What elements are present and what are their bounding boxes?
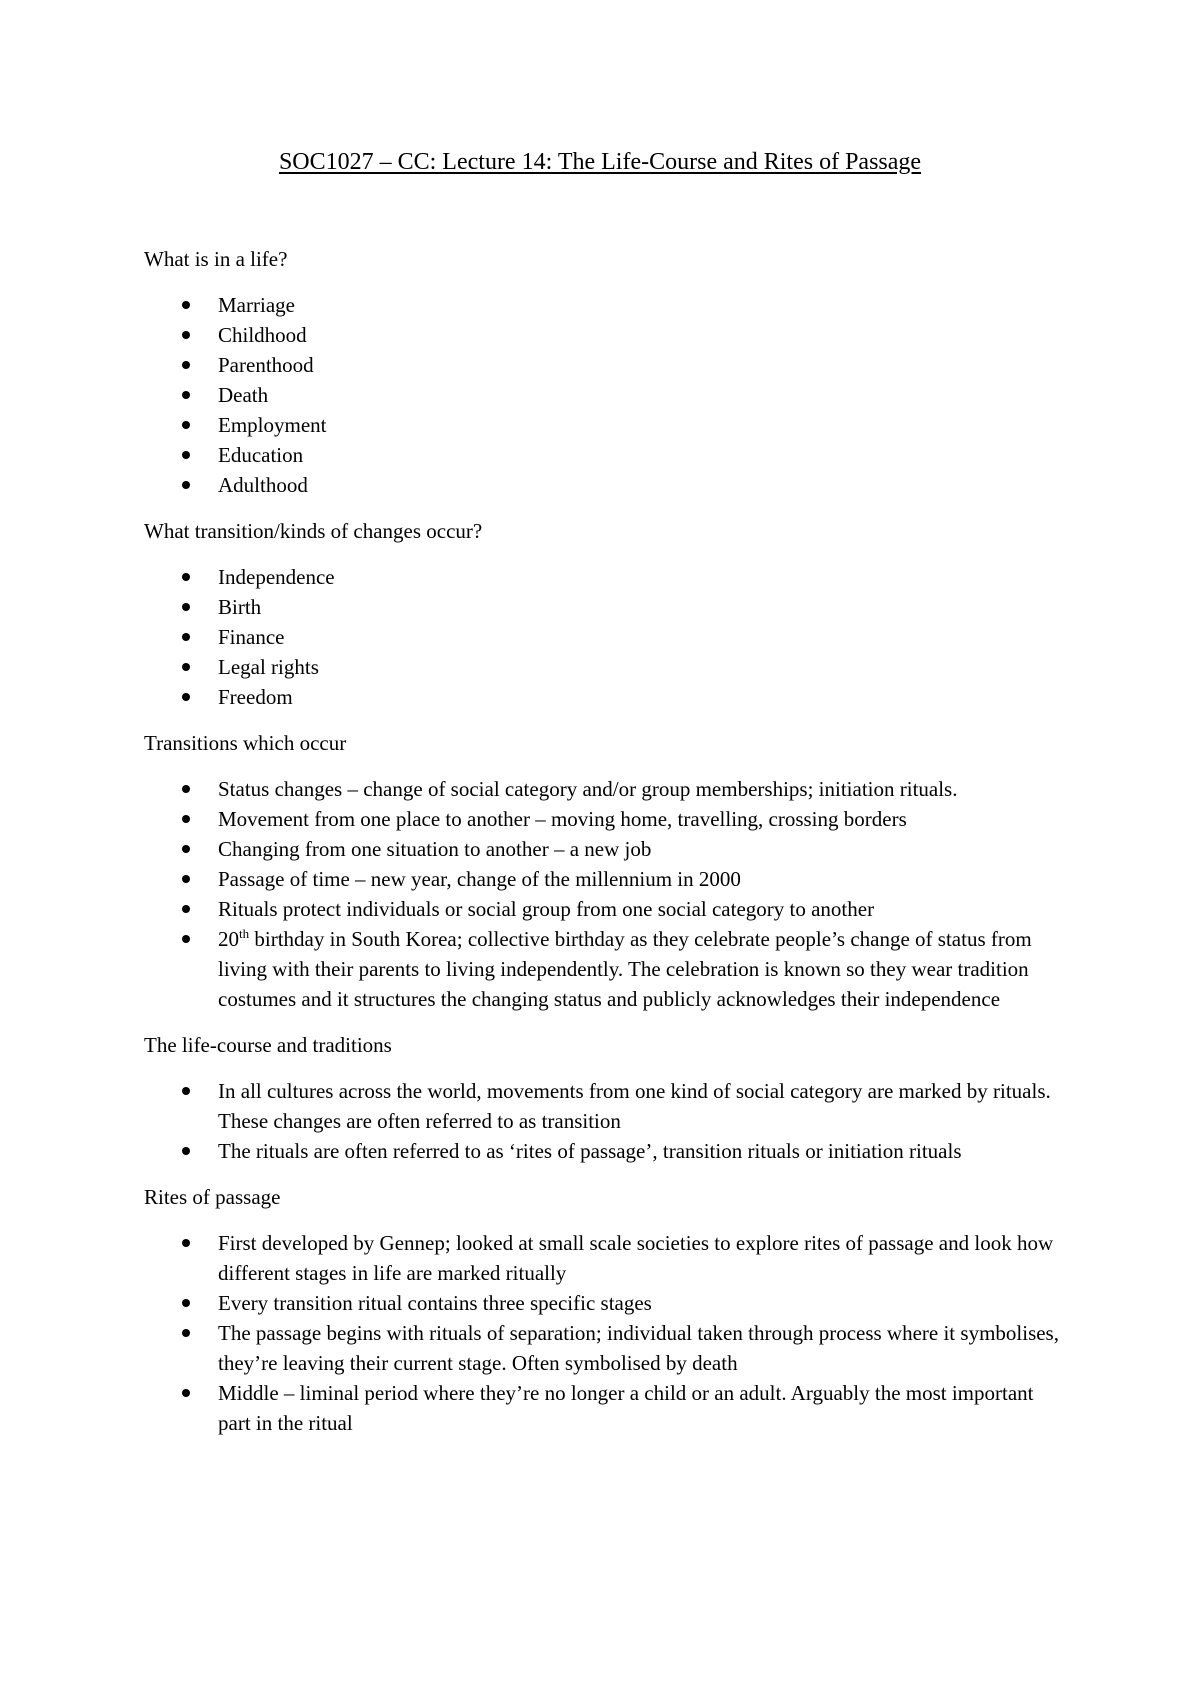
bullet-icon <box>182 935 190 943</box>
list-item-text: Legal rights <box>218 655 319 679</box>
section-transitions-which-occur <box>144 728 1064 1014</box>
section-rites-of-passage <box>144 1182 1064 1438</box>
list-item-text: The passage begins with rituals of separation; individual taken through process where it symbolises, they’re leaving their current stage. Often symbolised by death <box>218 1321 1059 1375</box>
list-item <box>144 320 1064 350</box>
list-item <box>144 652 1064 682</box>
list-item-text: Passage of time – new year, change of the millennium in 2000 <box>218 867 741 891</box>
ordinal-superscript: th <box>239 926 250 941</box>
bullet-icon <box>182 1087 190 1095</box>
bullet-icon <box>182 1329 190 1337</box>
list-item-text: Independence <box>218 565 335 589</box>
list-item-text: Birth <box>218 595 262 619</box>
section-kinds-of-changes <box>144 516 1064 712</box>
list-item-number: 20 <box>218 927 239 951</box>
list-item-text: Employment <box>218 413 327 437</box>
list-item-text: The rituals are often referred to as ‘rites of passage’, transition rituals or initiation rituals <box>218 1139 962 1163</box>
section-heading: What is in a life? <box>144 247 288 271</box>
list-item <box>144 470 1064 500</box>
list-item-text: Every transition ritual contains three specific stages <box>218 1291 652 1315</box>
list-item-text: birthday in South Korea; collective birthday as they celebrate people’s change of status from living with their parents to living independently. The celebration is known so they wear tradition costumes and it structures the changing status and publicly acknowledges their independence <box>218 927 1032 1011</box>
list-item <box>144 562 1064 592</box>
list-item <box>144 622 1064 652</box>
list-item <box>144 834 1064 864</box>
list-item <box>144 774 1064 804</box>
list-item-text: Finance <box>218 625 285 649</box>
bullet-icon <box>182 573 190 581</box>
list-item <box>144 894 1064 924</box>
list-item-text: Changing from one situation to another – a new job <box>218 837 652 861</box>
list-item <box>144 350 1064 380</box>
bullet-icon <box>182 1239 190 1247</box>
list-item-text: Middle – liminal period where they’re no longer a child or an adult. Arguably the most important part in the ritual <box>218 1381 1034 1435</box>
list-item-text: Marriage <box>218 293 295 317</box>
page-title: SOC1027 – CC: Lecture 14: The Life-Course and Rites of Passage <box>278 149 922 175</box>
list-item <box>144 410 1064 440</box>
bullet-icon <box>182 361 190 369</box>
list-item <box>144 924 1064 1014</box>
bullet-list <box>144 1228 1064 1438</box>
bullet-icon <box>182 331 190 339</box>
list-item-text: Freedom <box>218 685 293 709</box>
list-item <box>144 864 1064 894</box>
bullet-list <box>144 290 1064 500</box>
list-item <box>144 592 1064 622</box>
list-item-text: Death <box>218 383 269 407</box>
section-heading: Rites of passage <box>144 1185 281 1209</box>
bullet-icon <box>182 845 190 853</box>
bullet-icon <box>182 633 190 641</box>
list-item <box>144 1378 1064 1438</box>
section-what-is-in-a-life <box>144 244 1064 500</box>
bullet-icon <box>182 875 190 883</box>
bullet-icon <box>182 1147 190 1155</box>
bullet-icon <box>182 1299 190 1307</box>
section-heading: What transition/kinds of changes occur? <box>144 519 483 543</box>
list-item <box>144 804 1064 834</box>
bullet-icon <box>182 693 190 701</box>
list-item <box>144 1318 1064 1378</box>
bullet-icon <box>182 603 190 611</box>
section-life-course-and-traditions <box>144 1030 1064 1166</box>
list-item <box>144 380 1064 410</box>
bullet-icon <box>182 815 190 823</box>
list-item-text: Parenthood <box>218 353 314 377</box>
bullet-icon <box>182 663 190 671</box>
list-item <box>144 682 1064 712</box>
bullet-icon <box>182 905 190 913</box>
list-item-text: First developed by Gennep; looked at small scale societies to explore rites of passage and look how different stages in life are marked ritually <box>218 1231 1054 1285</box>
list-item <box>144 1228 1064 1288</box>
list-item-text: Childhood <box>218 323 307 347</box>
list-item-text: Status changes – change of social category and/or group memberships; initiation rituals. <box>218 777 958 801</box>
bullet-icon <box>182 451 190 459</box>
list-item <box>144 1136 1064 1166</box>
bullet-icon <box>182 421 190 429</box>
bullet-icon <box>182 301 190 309</box>
bullet-icon <box>182 481 190 489</box>
list-item-text: Education <box>218 443 304 467</box>
bullet-icon <box>182 785 190 793</box>
list-item <box>144 290 1064 320</box>
section-heading: Transitions which occur <box>144 731 347 755</box>
list-item-text: Rituals protect individuals or social group from one social category to another <box>218 897 875 921</box>
list-item <box>144 440 1064 470</box>
bullet-icon <box>182 391 190 399</box>
list-item <box>144 1076 1064 1136</box>
bullet-list <box>144 774 1064 1014</box>
list-item-text: In all cultures across the world, movements from one kind of social category are marked by rituals. These changes are often referred to as transition <box>218 1079 1051 1133</box>
document-body <box>144 244 1064 1454</box>
bullet-list <box>144 562 1064 712</box>
bullet-icon <box>182 1389 190 1397</box>
list-item-text: Movement from one place to another – moving home, travelling, crossing borders <box>218 807 907 831</box>
bullet-list <box>144 1076 1064 1166</box>
list-item-text: Adulthood <box>218 473 308 497</box>
list-item <box>144 1288 1064 1318</box>
section-heading: The life-course and traditions <box>144 1033 392 1057</box>
